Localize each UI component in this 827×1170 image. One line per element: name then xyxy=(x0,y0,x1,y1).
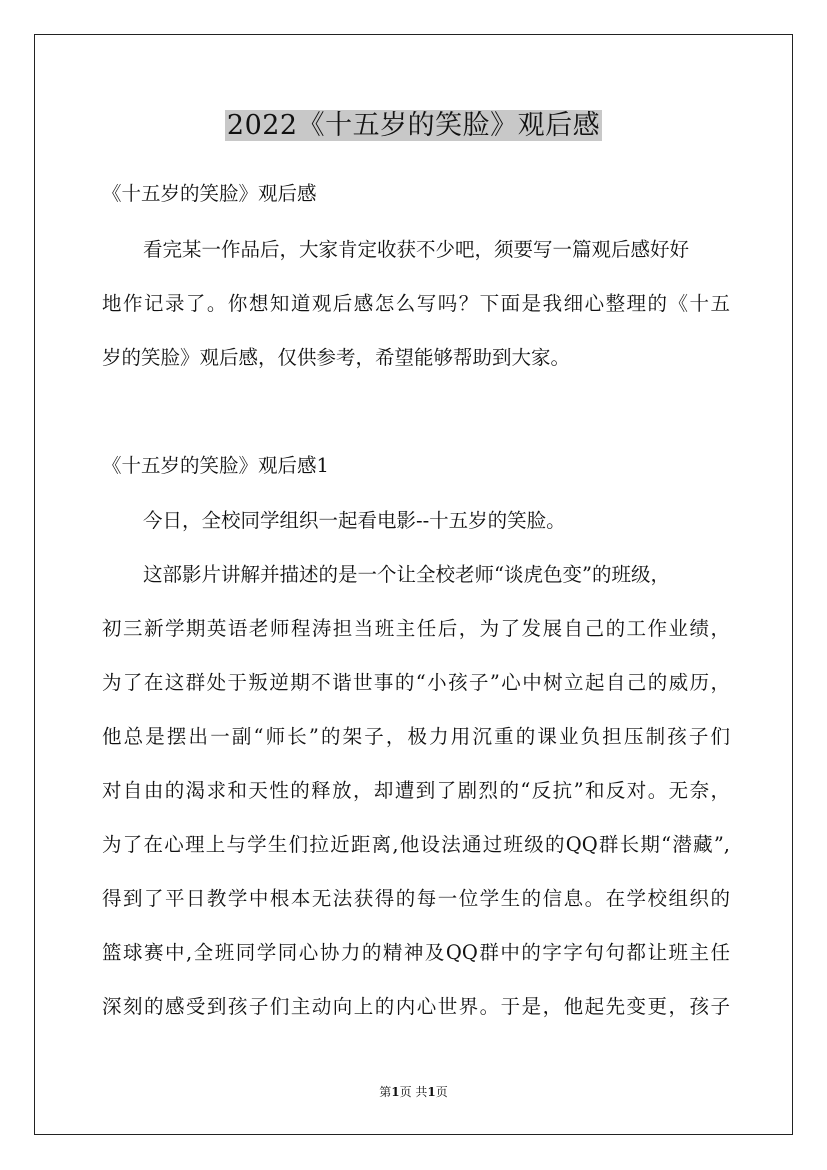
footer-page-mid: 页 共 xyxy=(399,1085,428,1099)
section-heading: 《十五岁的笑脸》观后感1 xyxy=(102,454,329,477)
intro-line-2: 地作记录了。你想知道观后感怎么写吗？下面是我细心整理的《十五 xyxy=(102,292,730,315)
section-line-9: 篮球赛中,全班同学同心协力的精神及QQ群中的字字句句都让班主任 xyxy=(102,941,730,964)
section-line-2: 这部影片讲解并描述的是一个让全校老师“谈虎色变”的班级， xyxy=(143,563,670,586)
document-title xyxy=(0,104,827,145)
footer-page-suffix: 页 xyxy=(435,1085,448,1099)
intro-line-1: 看完某一作品后，大家肯定收获不少吧，须要写一篇观后感好好 xyxy=(143,238,690,261)
section-line-3: 初三新学期英语老师程涛担当班主任后，为了发展自己的工作业绩， xyxy=(102,617,730,640)
section-line-5: 他总是摆出一副“师长”的架子，极力用沉重的课业负担压制孩子们 xyxy=(102,725,730,748)
section-line-1: 今日，全校同学组织一起看电影--十五岁的笑脸。 xyxy=(143,509,566,532)
page-footer xyxy=(0,1083,827,1100)
document-title-text: 2022《十五岁的笑脸》观后感 xyxy=(226,110,601,141)
footer-page-prefix: 第 xyxy=(379,1085,392,1099)
section-line-6: 对自由的渴求和天性的释放，却遭到了剧烈的“反抗”和反对。无奈， xyxy=(102,779,730,802)
footer-page-number: 1 xyxy=(391,1085,400,1099)
section-line-7: 为了在心理上与学生们拉近距离,他设法通过班级的QQ群长期“潜藏”, xyxy=(102,833,730,856)
section-line-4: 为了在这群处于叛逆期不谐世事的“小孩子”心中树立起自己的威历， xyxy=(102,671,730,694)
document-subtitle: 《十五岁的笑脸》观后感 xyxy=(102,182,317,205)
intro-line-3: 岁的笑脸》观后感，仅供参考，希望能够帮助到大家。 xyxy=(102,346,571,369)
section-line-8: 得到了平日教学中根本无法获得的每一位学生的信息。在学校组织的 xyxy=(102,887,730,910)
footer-total-pages: 1 xyxy=(427,1085,436,1099)
section-line-10: 深刻的感受到孩子们主动向上的内心世界。于是，他起先变更，孩子 xyxy=(102,995,730,1018)
